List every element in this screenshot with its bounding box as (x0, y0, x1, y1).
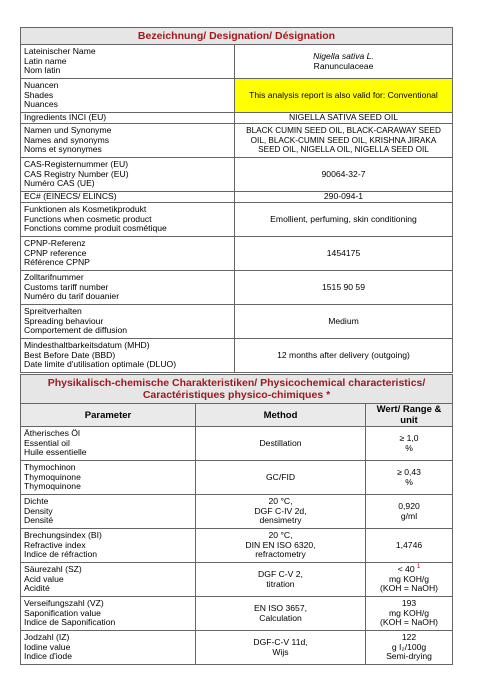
row-label-latin-name: Lateinischer Name Latin name Nom latin (21, 45, 235, 79)
row-value-shades: This analysis report is also valid for: Conventional (235, 79, 453, 113)
row-value-latin-name: Nigella sativa L. Ranunculaceae (235, 45, 453, 79)
param-refractive-index: Brechungsindex (BI) Refractive index Indice de réfraction (21, 529, 196, 563)
row-value-spreading: Medium (235, 305, 453, 339)
row-label-functions: Funktionen als Kosmetikprodukt Functions when cosmetic product Fonctions comme produit cosmétique (21, 203, 235, 237)
table-row (21, 461, 453, 495)
method-iodine-value: DGF-C-V 11d, Wijs (196, 631, 366, 665)
table-row (21, 113, 453, 124)
row-value-functions: Emollient, perfuming, skin conditioning (235, 203, 453, 237)
row-value-cpnp: 1454175 (235, 237, 453, 271)
table-row (21, 597, 453, 631)
table-row (21, 631, 453, 665)
row-label-names: Namen und Synonyme Names and synonyms Noms et synonymes (21, 124, 235, 158)
value-iodine-value: 122 g I₂/100g Semi-drying (366, 631, 453, 665)
table-row (21, 495, 453, 529)
value-refractive-index: 1,4746 (366, 529, 453, 563)
table-row (21, 203, 453, 237)
table-row (21, 563, 453, 597)
row-value-bbd: 12 months after delivery (outgoing) (235, 339, 453, 373)
table-row (21, 529, 453, 563)
designation-table (20, 27, 453, 373)
row-label-cas: CAS-Registernummer (EU) CAS Registry Number (EU) Numéro CAS (UE) (21, 158, 235, 192)
row-label-inci: Ingredients INCI (EU) (21, 113, 235, 124)
table-row (21, 339, 453, 373)
row-value-tariff: 1515 90 59 (235, 271, 453, 305)
column-header-value: Wert/ Range & unit (366, 404, 453, 427)
value-acid-value: < 40 $^1$ mg KOH/g (KOH = NaOH) (366, 563, 453, 597)
latin-name-species: Nigella sativa L. (313, 50, 374, 61)
method-essential-oil: Destillation (196, 427, 366, 461)
row-label-shades: Nuancen Shades Nuances (21, 79, 235, 113)
row-value-ec: 290-094-1 (235, 192, 453, 203)
row-label-spreading: Spreitverhalten Spreading behaviour Comportement de diffusion (21, 305, 235, 339)
designation-title: Bezeichnung/ Designation/ Désignation (21, 28, 453, 45)
value-essential-oil: ≥ 1,0 % (366, 427, 453, 461)
value-density: 0,920 g/ml (366, 495, 453, 529)
method-thymoquinone: GC/FID (196, 461, 366, 495)
column-header-parameter: Parameter (21, 404, 196, 427)
row-label-ec: EC# (EINECS/ ELINCS) (21, 192, 235, 203)
method-saponification-value: EN ISO 3657, Calculation (196, 597, 366, 631)
table-row (21, 271, 453, 305)
physicochemical-title: Physikalisch-chemische Charakteristiken/ Physicochemical characteristics/ Caractéristiques physico-chimiques * (21, 375, 453, 404)
row-value-names: BLACK CUMIN SEED OIL, BLACK-CARAWAY SEED OIL, BLACK-CUMIN SEED OIL, KRISHNA JIRAKA SEED OIL, NIGELLA OIL, NIGELLA SEED OIL (235, 124, 453, 158)
row-value-cas: 90064-32-7 (235, 158, 453, 192)
param-density: Dichte Density Densité (21, 495, 196, 529)
table-row (21, 427, 453, 461)
value-saponification-value: 193 mg KOH/g (KOH = NaOH) (366, 597, 453, 631)
table-row (21, 158, 453, 192)
table-row (21, 45, 453, 79)
row-label-bbd: Mindesthaltbarkeitsdatum (MHD) Best Before Date (BBD) Date limite d'utilisation optimale (DLUO) (21, 339, 235, 373)
param-thymoquinone: Thymochinon Thymoquinone Thymoquinone (21, 461, 196, 495)
param-essential-oil: Ätherisches Öl Essential oil Huile essentielle (21, 427, 196, 461)
method-acid-value: DGF C-V 2, titration (196, 563, 366, 597)
method-refractive-index: 20 °C, DIN EN ISO 6320, refractometry (196, 529, 366, 563)
physicochemical-table (20, 374, 453, 665)
param-acid-value: Säurezahl (SZ) Acid value Acidité (21, 563, 196, 597)
param-iodine-value: Jodzahl (IZ) Iodine value Indice d'iode (21, 631, 196, 665)
table-row (21, 192, 453, 203)
table-row (21, 237, 453, 271)
table-row (21, 305, 453, 339)
param-saponification-value: Verseifungszahl (VZ) Saponification value Indice de Saponification (21, 597, 196, 631)
method-density: 20 °C, DGF C-IV 2d, densimetry (196, 495, 366, 529)
footnote-marker: 1 (417, 564, 421, 571)
table-row (21, 79, 453, 113)
table-row (21, 124, 453, 158)
row-value-inci: NIGELLA SATIVA SEED OIL (235, 113, 453, 124)
value-thymoquinone: ≥ 0,43 % (366, 461, 453, 495)
row-label-tariff: Zolltarifnummer Customs tariff number Numéro du tarif douanier (21, 271, 235, 305)
row-label-cpnp: CPNP-Referenz CPNP reference Référence CPNP (21, 237, 235, 271)
column-header-method: Method (196, 404, 366, 427)
